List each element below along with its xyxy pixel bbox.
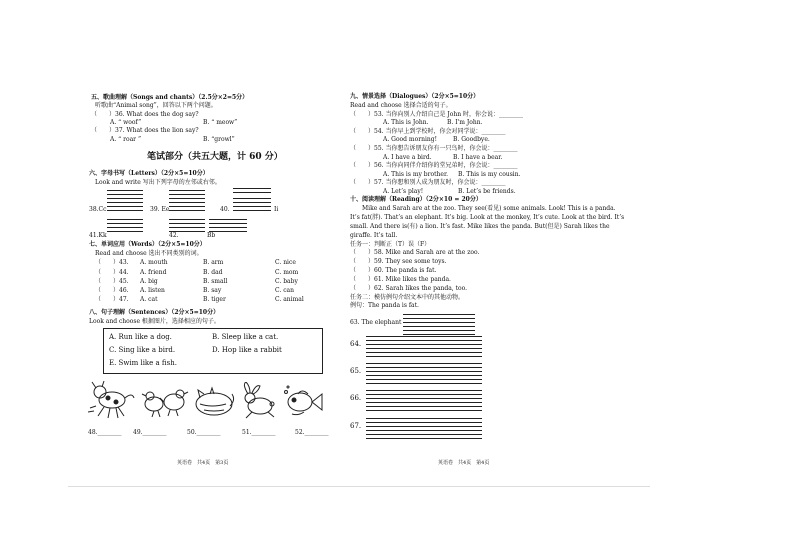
question-37: （ ）37. What does the lion say? xyxy=(91,127,199,134)
letter-39: 39. Ee xyxy=(150,206,170,213)
q46-c: C. can xyxy=(275,287,294,294)
option-57a: A. Let’s play! xyxy=(383,188,424,195)
section-5-title: 五、歌曲理解（Songs and chants）（2.5分×2=5分） xyxy=(91,94,249,101)
section-8-instruction: Look and choose 根据图片，选择相应的句子。 xyxy=(89,318,220,325)
section-6-title: 六、字母书写（Letters）（2分×5=10分） xyxy=(89,170,209,177)
reading-passage-line-3: small. And there is(有) a lion. It’s fast. Mike likes the panda. But(但是) Sarah likes the xyxy=(350,223,610,230)
section-8-title: 八、句子理解（Sentences）（2分×5=10分） xyxy=(89,309,220,316)
option-a: A. Run like a dog. xyxy=(109,333,172,341)
section-9-instruction: Read and choose 选择合适的句子。 xyxy=(350,102,452,109)
q46-a: A. listen xyxy=(140,287,165,294)
written-part-title: 笔试部分（共五大题，计 60 分） xyxy=(147,152,283,162)
cat-sleeping-picture xyxy=(192,382,236,418)
option-57b: B. Let’s be friends. xyxy=(458,188,516,195)
section-5-instruction: 听歌曲“Animal song”，回答以下两个问题。 xyxy=(95,102,217,109)
option-36a: A. “ woof” xyxy=(110,119,142,126)
page-footer-right: 英语卷 共4页 第4页 xyxy=(438,460,490,466)
writing-lines xyxy=(169,198,205,214)
q47-c: C. animal xyxy=(275,296,304,303)
question-58: （ ）58. Mike and Sarah are at the zoo. xyxy=(350,249,480,256)
q45-b: B. small xyxy=(203,278,228,285)
answer-49[interactable]: 49.________ xyxy=(133,429,167,436)
writing-lines-63[interactable] xyxy=(403,314,475,338)
bottom-divider xyxy=(68,486,650,487)
writing-lines xyxy=(107,198,143,214)
q43-a: A. mouth xyxy=(140,259,168,266)
section-7-instruction: Read and choose 选出不同类别的词。 xyxy=(95,250,203,257)
q47-a: A. cat xyxy=(140,296,158,303)
label-65: 65. xyxy=(350,367,362,375)
option-56a: A. This is my brother. xyxy=(383,171,449,178)
label-66: 66. xyxy=(350,394,362,402)
q45-a: A. big xyxy=(140,278,158,285)
writing-lines-66[interactable] xyxy=(366,390,482,414)
question-53: （ ）53. 当你向别人介绍自己是 John 时，你会说：________ xyxy=(350,111,524,118)
question-59: （ ）59. They see some toys. xyxy=(350,258,447,265)
q44-a: A. friend xyxy=(140,269,167,276)
writing-lines xyxy=(169,190,205,198)
question-55: （ ）55. 当你想告诉朋友你有一只鸟时，你会说：________ xyxy=(350,145,518,152)
q45: （ ）45. xyxy=(95,278,129,285)
label-63: 63. The elephant xyxy=(350,319,402,326)
label-67: 67. xyxy=(350,422,362,430)
q44-c: C. mom xyxy=(275,269,299,276)
answer-50[interactable]: 50.________ xyxy=(187,429,221,436)
option-55a: A. I have a bird. xyxy=(383,154,432,161)
writing-lines-64[interactable] xyxy=(366,336,482,360)
q45-c: C. baby xyxy=(275,278,298,285)
q43: （ ）43. xyxy=(95,259,129,266)
label-64: 64. xyxy=(350,340,362,348)
option-b: B. Sleep like a cat. xyxy=(212,333,279,341)
letter-40: 40. xyxy=(220,206,230,213)
question-61: （ ）61. Mike likes the panda. xyxy=(350,276,451,283)
answer-51[interactable]: 51.________ xyxy=(242,429,276,436)
answer-48[interactable]: 48.________ xyxy=(88,429,122,436)
section-10-title: 十、阅读理解（Reading）（2分×10 = 20分） xyxy=(350,196,482,203)
question-36: （ ）36. What does the dog say? xyxy=(91,111,199,118)
option-37a: A. “ roar ” xyxy=(110,136,142,143)
letter-38: 38.Cc xyxy=(89,206,107,213)
writing-lines-65[interactable] xyxy=(366,363,482,387)
question-54: （ ）54. 当你早上到学校时，你会对同学说：________ xyxy=(350,128,506,135)
writing-lines xyxy=(107,190,143,198)
reading-passage-line-2: It’s fat(胖). That’s an elephant. It’s big. Look at the monkey, It’s cute. Look at the bird. It’s xyxy=(350,214,625,221)
option-c: C. Sing like a bird. xyxy=(109,346,176,354)
letter-40-right: Ii xyxy=(274,206,279,213)
letter-41: 41.Kk xyxy=(89,232,107,239)
option-53a: A. This is John. xyxy=(383,119,429,126)
option-d: D. Hop like a rabbit xyxy=(212,346,282,354)
writing-lines xyxy=(233,198,271,214)
section-6-instruction: Look and write 写出下列字母的左邻或右邻。 xyxy=(95,179,221,186)
writing-lines xyxy=(107,219,143,235)
letter-42: 42. xyxy=(169,232,179,239)
q46: （ ）46. xyxy=(95,287,129,294)
task-1-title: 任务一：判断正（T）误（F） xyxy=(350,241,431,248)
q47-b: B. tiger xyxy=(203,296,226,303)
section-7-title: 七、单词应用（Words）（2分×5=10分） xyxy=(89,241,206,248)
question-56: （ ）56. 当你向同伴介绍你的堂兄弟时，你会说：________ xyxy=(350,162,518,169)
option-56b: B. This is my cousin. xyxy=(458,171,521,178)
page-footer-left: 英语卷 共4页 第3页 xyxy=(177,460,229,466)
option-36b: B. “ meow” xyxy=(203,119,238,126)
answer-52[interactable]: 52.________ xyxy=(295,429,329,436)
q47: （ ）47. xyxy=(95,296,129,303)
rabbit-hopping-picture xyxy=(238,382,278,420)
question-57: （ ）57. 当你想和别人成为朋友时，你会说：________ xyxy=(350,179,506,186)
q43-c: C. nice xyxy=(275,259,296,266)
task-2-title: 任务二：模仿例句介绍文本中的其他动物。 xyxy=(350,294,465,301)
reading-passage-line-1: Mike and Sarah are at the zoo. They see(看见) some animals. Look! This is a panda. xyxy=(362,205,616,212)
option-55b: B. I have a bear. xyxy=(453,154,503,161)
section-9-title: 九、情景选择（Dialogues）（2分×5=10分） xyxy=(350,93,480,100)
dog-running-picture xyxy=(88,378,136,420)
writing-lines-67[interactable] xyxy=(366,418,482,442)
question-60: （ ）60. The panda is fat. xyxy=(350,267,437,274)
example-sentence: 例句：The panda is fat. xyxy=(350,302,419,309)
option-53b: B. I'm John. xyxy=(447,119,483,126)
q46-b: B. say xyxy=(203,287,222,294)
option-37b: B. “growl” xyxy=(203,136,235,143)
writing-lines xyxy=(233,188,271,196)
q44-b: B. dad xyxy=(203,269,223,276)
option-e: E. Swim like a fish. xyxy=(109,359,177,367)
q43-b: B. arm xyxy=(203,259,224,266)
fish-swimming-picture xyxy=(282,384,324,418)
birds-singing-picture xyxy=(140,384,190,420)
letter-42-right: Bb xyxy=(207,232,216,239)
option-54a: A. Good morning! xyxy=(383,136,437,143)
question-62: （ ）62. Sarah likes the panda, too. xyxy=(350,285,468,292)
reading-passage-line-4: giraffe. It’s tall. xyxy=(350,232,398,239)
q44: （ ）44. xyxy=(95,269,129,276)
option-54b: B. Goodbye. xyxy=(453,136,490,143)
